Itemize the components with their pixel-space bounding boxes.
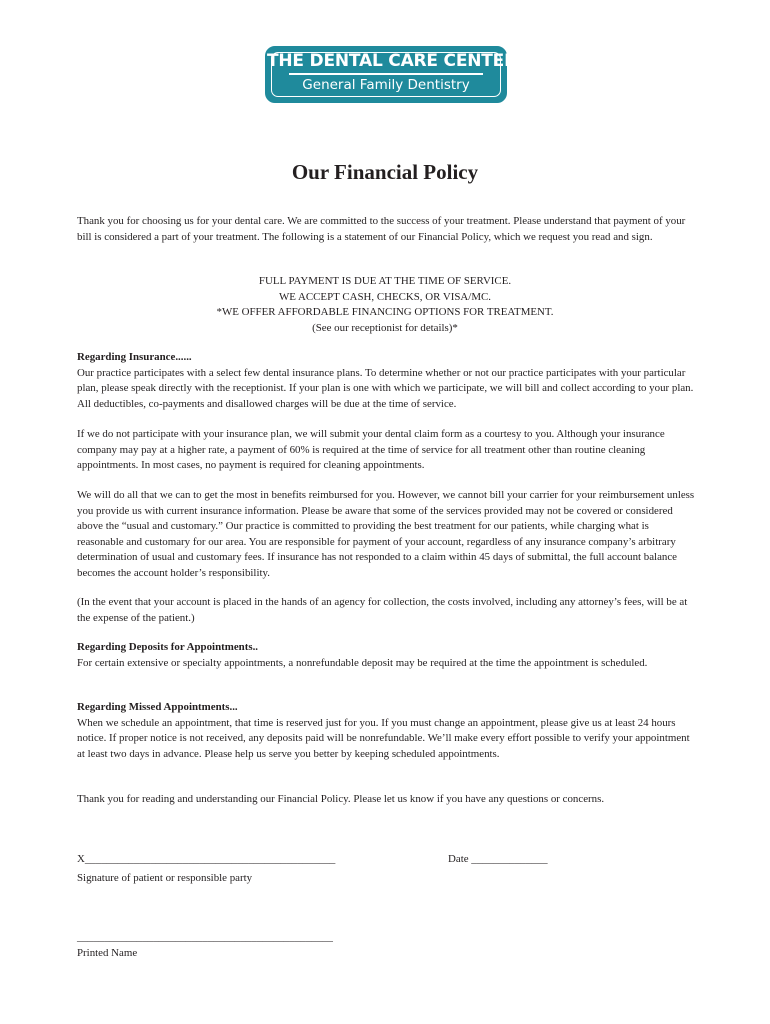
intro-paragraph: Thank you for choosing us for your dental care. We are committed to the success of your treatment. Please understand that payment of your bill is considered a part of your treatment. The following is a statement of our Financial Policy, which we request you read and sign. [77, 215, 686, 243]
insurance-paragraph-1: Our practice participates with a select few dental insurance plans. To determine whether or not our practice participates with your particular plan, please speak directly with the receptionist. If your plan is one with which we participate, we will bill and collect according to your plan. All deductibles, co-payments and disallowed charges will be due at the time of service. [77, 366, 694, 410]
insurance-heading: Regarding Insurance...... [77, 351, 192, 363]
logo-title: THE DENTAL CARE CENTER [267, 51, 517, 71]
missed-text: When we schedule an appointment, that time is reserved just for you. If you must change an appointment, please give us at least 24 hours notice. If proper notice is not received, any deposits paid will be nonrefundable. We’ll make every effort possible to verify your appointment at least two days in advance. Please help us serve you better by keeping scheduled appointments. [77, 716, 690, 760]
collection-paragraph: (In the event that your account is placed in the hands of an agency for collection, the costs involved, including any attorney’s fees, will be at the expense of the patient.) [77, 596, 688, 624]
insurance-paragraph-3: We will do all that we can to get the most in benefits reimbursed for you. However, we cannot bill your carrier for your reimbursement unless you provide us with current insurance information. Please be aware that some of the services provided may not be covered or considered above the “usual and customary.” Our practice is committed to providing the best treatment for our patients, while charging what is reasonable and customary for our area. You are responsible for payment of your account, regardless of any insurance company’s arbitrary determination of usual and customary fees. If insurance has not responded to a claim within 45 days of submittal, the full account balance becomes the account holder’s responsibility. [77, 489, 695, 579]
signature-label: Signature of patient or responsible party [77, 872, 253, 884]
insurance-paragraph-2: If we do not participate with your insurance plan, we will submit your dental claim form as a courtesy to you. Although your insurance company may pay at a higher rate, a payment of 60% is required at the time of service for all treatment other than routine cleaning appointments. In most cases, no payment is required for cleaning appointments. [77, 428, 665, 471]
missed-heading: Regarding Missed Appointments... [77, 701, 238, 713]
deposits-section [77, 640, 697, 671]
closing-paragraph: Thank you for reading and understanding our Financial Policy. Please let us know if you have any questions or concerns. [77, 793, 605, 805]
logo-divider [289, 73, 483, 75]
notice-line: WE ACCEPT CASH, CHECKS, OR VISA/MC. [278, 290, 491, 303]
notice-line: (See our receptionist for details)* [312, 321, 458, 334]
practice-logo [265, 46, 517, 103]
notice-line: FULL PAYMENT IS DUE AT THE TIME OF SERVICE. [258, 275, 512, 287]
deposits-text: For certain extensive or specialty appointments, a nonrefundable deposit may be required at the time the appointment is scheduled. [77, 656, 648, 669]
printed-name-label: Printed Name [77, 947, 138, 959]
deposits-heading: Regarding Deposits for Appointments.. [77, 641, 259, 653]
printed-name-line[interactable]: _______________________________________________ [77, 931, 333, 943]
insurance-section [77, 350, 697, 412]
notice-line: *WE OFFER AFFORDABLE FINANCING OPTIONS FOR TREATMENT. [216, 306, 554, 318]
missed-section [77, 700, 697, 762]
signature-line[interactable]: X______________________________________________ [77, 853, 336, 865]
logo-subtitle: General Family Dentistry [302, 77, 470, 93]
date-line[interactable]: Date ______________ [448, 853, 548, 865]
payment-notice [0, 274, 770, 336]
document-title: Our Financial Policy [291, 160, 479, 184]
